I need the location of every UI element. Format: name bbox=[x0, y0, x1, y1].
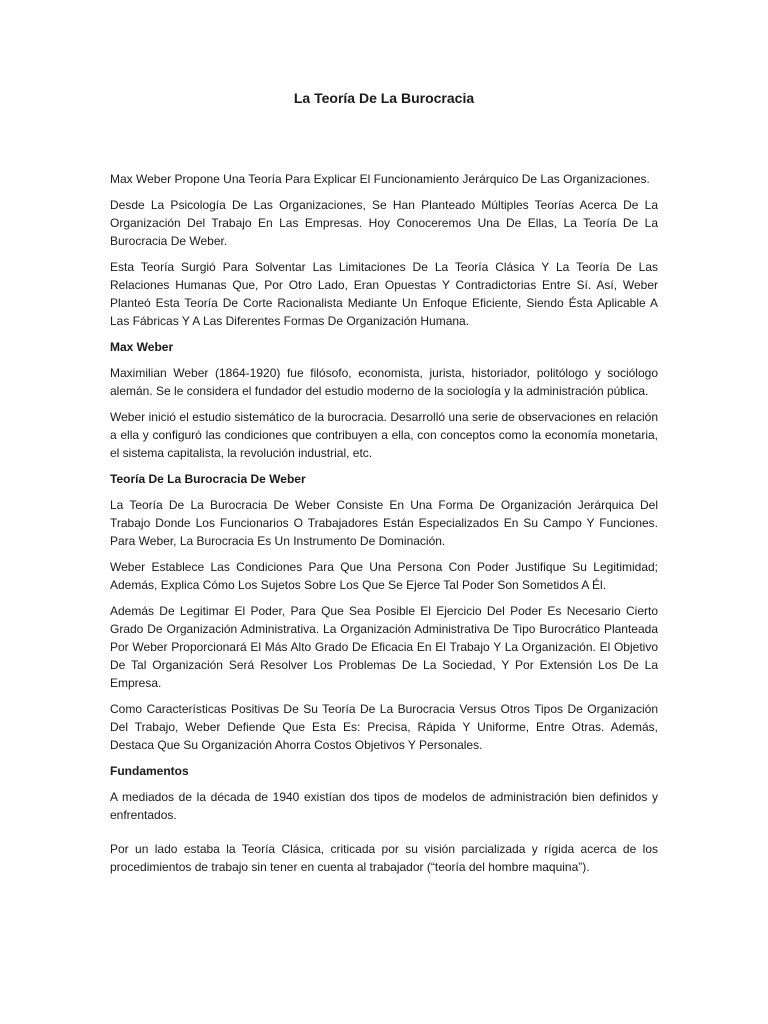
paragraph-origin: Esta Teoría Surgió Para Solventar Las Limitaciones De La Teoría Clásica Y La Teoría De Las Relaciones Humanas Que, Por Otro Lado, Eran Opuestas Y Contradictorias Entre Sí. Así, Weber Planteó Esta Teoría De Corte Racionalista Mediante Un Enfoque Eficiente, Siendo Ésta Aplicable A Las Fábricas Y A Las Diferentes Formas De Organización Humana. bbox=[110, 260, 658, 328]
paragraph-intro: Max Weber Propone Una Teoría Para Explicar El Funcionamiento Jerárquico De Las Organizaciones. bbox=[110, 172, 650, 186]
paragraph-study: Weber inició el estudio sistemático de la burocracia. Desarrolló una serie de observaciones en relación a ella y configuró las condiciones que contribuyen a ella, con conceptos como la economía monetaria, el sistema capitalista, la revolución industrial, etc. bbox=[110, 410, 658, 460]
paragraph-administration: Además De Legitimar El Poder, Para Que Sea Posible El Ejercicio Del Poder Es Necesario Cierto Grado De Organización Administrativa. La Organización Administrativa De Tipo Burocrático Planteada Por Weber Proporcionará El Más Alto Grado De Eficacia En El Trabajo Y La Organización. El Objetivo De Tal Organización Será Resolver Los Problemas De La Sociedad, Y Por Extensión Los De La Empresa. bbox=[110, 604, 658, 690]
paragraph-models: A mediados de la década de 1940 existían dos tipos de modelos de administración bien definidos y enfrentados. bbox=[110, 790, 658, 822]
section-heading-theory: Teoría De La Burocracia De Weber bbox=[110, 472, 306, 486]
section-heading-fundamentos: Fundamentos bbox=[110, 764, 189, 778]
paragraph-legitimacy: Weber Establece Las Condiciones Para Que Una Persona Con Poder Justifique Su Legitimidad; Además, Explica Cómo Los Sujetos Sobre Los Que Se Ejerce Tal Poder Son Sometidos A Él. bbox=[110, 560, 658, 592]
paragraph-psychology: Desde La Psicología De Las Organizaciones, Se Han Planteado Múltiples Teorías Acerca De La Organización Del Trabajo En Las Empresas. Hoy Conoceremos Una De Ellas, La Teoría De La Burocracia De Weber. bbox=[110, 198, 658, 248]
paragraph-classical-theory: Por un lado estaba la Teoría Clásica, criticada por su visión parcializada y rígida acerca de los procedimientos de trabajo sin tener en cuenta al trabajador (“teoría del hombre maquina”). bbox=[110, 842, 658, 874]
paragraph-characteristics: Como Características Positivas De Su Teoría De La Burocracia Versus Otros Tipos De Organización Del Trabajo, Weber Defiende Que Esta Es: Precisa, Rápida Y Uniforme, Entre Otras. Además, Destaca Que Su Organización Ahorra Costos Objetivos Y Personales. bbox=[110, 702, 658, 752]
document-body bbox=[110, 170, 658, 884]
section-heading-max-weber: Max Weber bbox=[110, 340, 174, 354]
paragraph-definition: La Teoría De La Burocracia De Weber Consiste En Una Forma De Organización Jerárquica Del Trabajo Donde Los Funcionarios O Trabajadores Están Especializados En Su Campo Y Funciones. Para Weber, La Burocracia Es Un Instrumento De Dominación. bbox=[110, 498, 658, 548]
paragraph-biography: Maximilian Weber (1864-1920) fue filósofo, economista, jurista, historiador, politólogo y sociólogo alemán. Se le considera el fundador del estudio moderno de la sociología y la administración pública. bbox=[110, 366, 658, 398]
document-title: La Teoría De La Burocracia bbox=[293, 90, 475, 106]
